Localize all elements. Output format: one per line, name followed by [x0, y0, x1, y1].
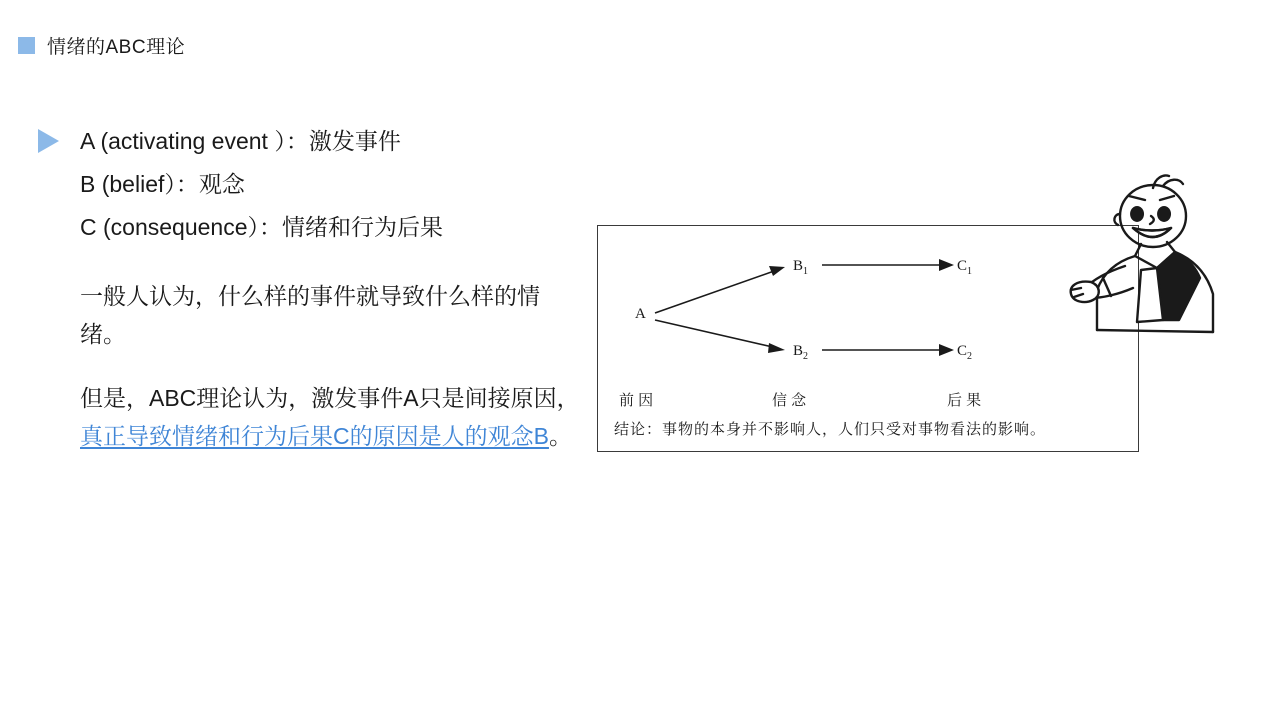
node-a: A: [635, 306, 646, 322]
list-item: B (belief）：观念: [80, 171, 245, 197]
column-label-belief: 信 念: [772, 392, 807, 409]
page-title: [18, 32, 185, 59]
paragraph-highlight-link[interactable]: 真正导致情绪和行为后果C的原因是人的观念B: [80, 423, 549, 449]
diagram-conclusion: 结论：事物的本身并不影响人，人们只受对事物看法的影响。: [614, 421, 1047, 438]
node-b2: $B_2$: [793, 343, 809, 362]
column-label-consequence: 后 果: [947, 392, 982, 409]
paragraph-abc-theory: [38, 379, 580, 455]
node-c1: $C_1$: [957, 258, 973, 277]
list-item: A (activating event ）：激发事件: [80, 128, 401, 154]
title-label: 情绪的ABC理论: [47, 37, 186, 58]
cartoon-pointing-man-icon: [1067, 170, 1227, 335]
abc-definition-list: [38, 120, 558, 249]
paragraph-tail-text: 。: [548, 423, 572, 449]
column-label-cause: 前 因: [619, 392, 654, 409]
title-marker-square: [18, 37, 35, 54]
abc-diagram: [597, 170, 1145, 472]
node-b1: $B_1$: [793, 258, 809, 277]
paragraph-lead-text: 但是，ABC理论认为，激发事件A只是间接原因，: [80, 385, 580, 411]
triangle-bullet-icon: [38, 129, 59, 153]
list-item: C (consequence）：情绪和行为后果: [80, 214, 443, 240]
paragraph-common-view: 一般人认为，什么样的事件就导致什么样的情绪。: [80, 283, 540, 347]
left-content-column: [38, 120, 580, 455]
node-c2: $C_2$: [957, 343, 973, 362]
